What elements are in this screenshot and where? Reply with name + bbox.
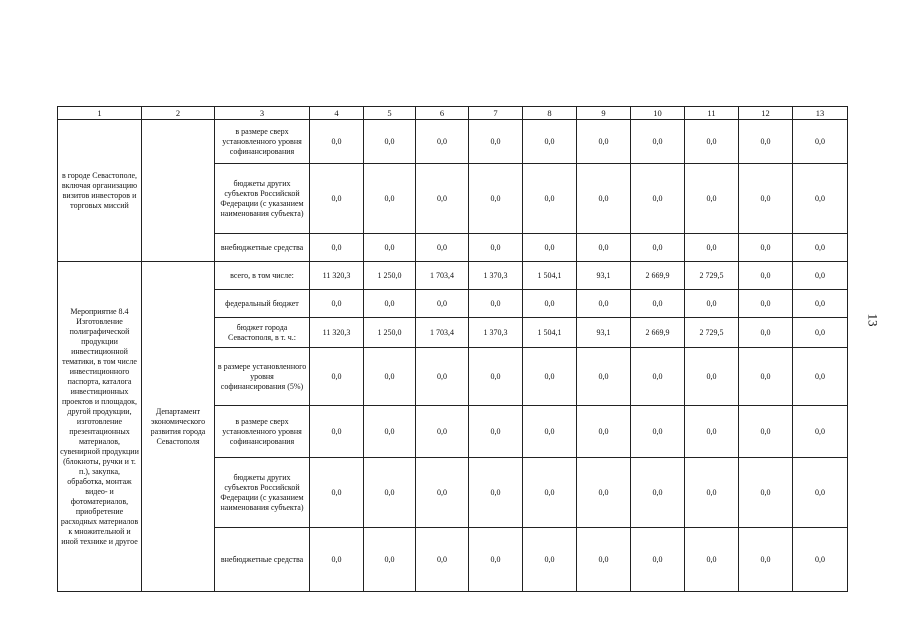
value-cell: 2 729,5 [685,318,739,348]
value-cell: 0,0 [364,458,416,528]
value-cell: 0,0 [631,290,685,318]
value-cell: 0,0 [364,406,416,458]
value-cell: 0,0 [577,458,631,528]
value-cell: 0,0 [577,234,631,262]
value-cell: 0,0 [631,234,685,262]
value-cell: 0,0 [685,234,739,262]
value-cell: 0,0 [364,120,416,164]
value-cell: 0,0 [739,318,793,348]
value-cell: 0,0 [416,528,469,592]
value-cell: 0,0 [685,458,739,528]
value-cell: 0,0 [793,406,848,458]
column-header-8: 8 [523,107,577,120]
value-cell: 0,0 [469,348,523,406]
value-cell: 1 504,1 [523,262,577,290]
value-cell: 0,0 [685,120,739,164]
value-cell: 0,0 [364,164,416,234]
value-cell: 0,0 [416,290,469,318]
value-cell: 11 320,3 [310,318,364,348]
column-header-5: 5 [364,107,416,120]
value-cell: 93,1 [577,262,631,290]
value-cell: 0,0 [685,406,739,458]
value-cell: 93,1 [577,318,631,348]
value-cell: 0,0 [416,458,469,528]
value-cell: 0,0 [631,164,685,234]
value-cell: 0,0 [739,234,793,262]
value-cell: 0,0 [416,164,469,234]
value-cell: 0,0 [523,348,577,406]
value-cell: 0,0 [685,164,739,234]
value-cell: 0,0 [469,528,523,592]
activity-name-cell: в городе Севастополе, включая организацию визитов инвесторов и торговых миссий [58,120,142,262]
value-cell: 0,0 [631,528,685,592]
value-cell: 0,0 [310,234,364,262]
value-cell: 0,0 [577,120,631,164]
value-cell: 0,0 [523,164,577,234]
value-cell: 0,0 [739,290,793,318]
value-cell: 0,0 [469,458,523,528]
value-cell: 0,0 [631,348,685,406]
value-cell: 0,0 [310,290,364,318]
funding-source-cell: бюджеты других субъектов Российской Федерации (с указанием наименования субъекта) [215,164,310,234]
value-cell: 0,0 [416,348,469,406]
value-cell: 0,0 [739,262,793,290]
value-cell: 0,0 [793,348,848,406]
value-cell: 0,0 [793,164,848,234]
executor-cell [142,120,215,262]
value-cell: 0,0 [739,164,793,234]
value-cell: 0,0 [631,458,685,528]
column-header-13: 13 [793,107,848,120]
value-cell: 0,0 [469,120,523,164]
value-cell: 0,0 [523,406,577,458]
value-cell: 0,0 [739,120,793,164]
value-cell: 0,0 [310,528,364,592]
value-cell: 0,0 [523,290,577,318]
value-cell: 0,0 [631,120,685,164]
funding-source-cell: федеральный бюджет [215,290,310,318]
value-cell: 0,0 [793,262,848,290]
value-cell: 0,0 [523,458,577,528]
funding-source-cell: в размере сверх установленного уровня софинансирования [215,120,310,164]
column-header-6: 6 [416,107,469,120]
value-cell: 0,0 [793,458,848,528]
value-cell: 0,0 [739,528,793,592]
value-cell: 0,0 [523,120,577,164]
value-cell: 1 370,3 [469,262,523,290]
value-cell: 0,0 [523,528,577,592]
funding-source-cell: внебюджетные средства [215,234,310,262]
value-cell: 0,0 [310,458,364,528]
value-cell: 1 250,0 [364,262,416,290]
value-cell: 0,0 [416,234,469,262]
funding-source-cell: внебюджетные средства [215,528,310,592]
column-header-10: 10 [631,107,685,120]
value-cell: 0,0 [310,120,364,164]
executor-cell: Департамент экономического развития города Севастополя [142,262,215,592]
funding-source-cell: в размере сверх установленного уровня софинансирования [215,406,310,458]
value-cell: 1 250,0 [364,318,416,348]
column-header-1: 1 [58,107,142,120]
page-number: 13 [865,313,881,327]
value-cell: 0,0 [469,234,523,262]
activity-name-cell: Мероприятие 8.4 Изготовление полиграфической продукции инвестиционной тематики, в том числе инвестиционного паспорта, каталога инвестиционных проектов и площадок, другой продукции, изготовление презентационных материалов, сувенирной продукции (блокноты, ручки и т. п.), закупка, обработка, монтаж видео- и фотоматериалов, приобретение расходных материалов к множительной и иной технике и другое [58,262,142,592]
column-header-9: 9 [577,107,631,120]
value-cell: 2 669,9 [631,318,685,348]
value-cell: 0,0 [310,164,364,234]
value-cell: 0,0 [685,290,739,318]
table-row [58,120,848,164]
column-header-2: 2 [142,107,215,120]
value-cell: 0,0 [364,290,416,318]
table-row [58,262,848,290]
value-cell: 0,0 [739,348,793,406]
column-header-12: 12 [739,107,793,120]
value-cell: 0,0 [577,348,631,406]
value-cell: 0,0 [577,164,631,234]
value-cell: 1 504,1 [523,318,577,348]
value-cell: 0,0 [685,528,739,592]
value-cell: 0,0 [577,290,631,318]
value-cell: 2 729,5 [685,262,739,290]
value-cell: 0,0 [310,406,364,458]
funding-source-cell: в размере установленного уровня софинансирования (5%) [215,348,310,406]
column-header-4: 4 [310,107,364,120]
column-header-11: 11 [685,107,739,120]
value-cell: 0,0 [364,234,416,262]
funding-source-cell: бюджеты других субъектов Российской Федерации (с указанием наименования субъекта) [215,458,310,528]
value-cell: 1 703,4 [416,318,469,348]
value-cell: 0,0 [416,406,469,458]
value-cell: 0,0 [685,348,739,406]
value-cell: 0,0 [577,406,631,458]
value-cell: 1 370,3 [469,318,523,348]
value-cell: 0,0 [523,234,577,262]
value-cell: 1 703,4 [416,262,469,290]
column-header-7: 7 [469,107,523,120]
value-cell: 0,0 [469,406,523,458]
funding-source-cell: всего, в том числе: [215,262,310,290]
value-cell: 0,0 [631,406,685,458]
column-header-3: 3 [215,107,310,120]
value-cell: 0,0 [793,528,848,592]
value-cell: 0,0 [577,528,631,592]
value-cell: 0,0 [793,290,848,318]
value-cell: 0,0 [793,318,848,348]
value-cell: 0,0 [793,120,848,164]
value-cell: 2 669,9 [631,262,685,290]
value-cell: 0,0 [310,348,364,406]
value-cell: 0,0 [739,458,793,528]
value-cell: 0,0 [416,120,469,164]
header-row [58,107,848,120]
value-cell: 0,0 [364,528,416,592]
value-cell: 0,0 [469,164,523,234]
value-cell: 0,0 [364,348,416,406]
budget-table [57,106,848,592]
funding-source-cell: бюджет города Севастополя, в т. ч.: [215,318,310,348]
value-cell: 0,0 [469,290,523,318]
value-cell: 0,0 [739,406,793,458]
value-cell: 0,0 [793,234,848,262]
value-cell: 11 320,3 [310,262,364,290]
